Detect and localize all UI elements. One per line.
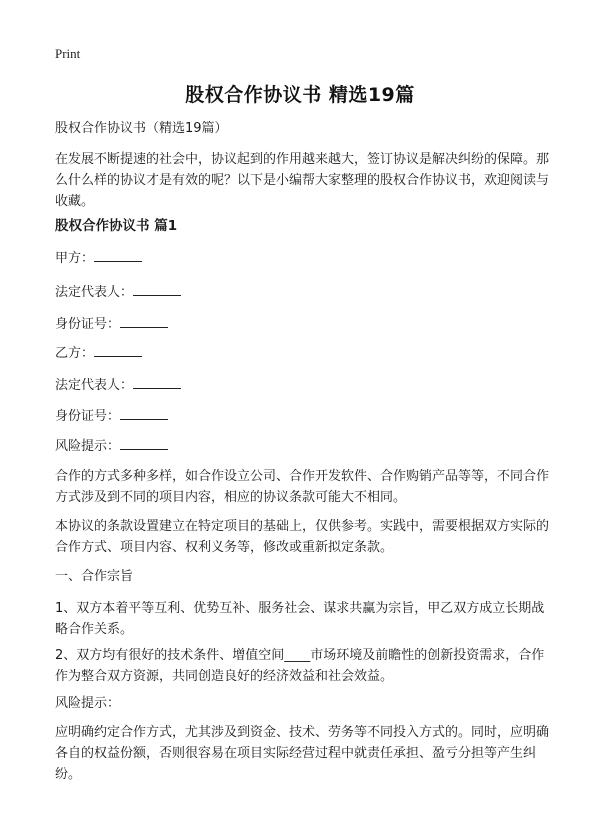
risk-heading: 风险提示： <box>55 696 121 711</box>
field-id-number-b <box>55 406 555 427</box>
blank-line <box>133 283 181 296</box>
intro-paragraph: 在发展不断提速的社会中，协议起到的作用越来越大，签订协议是解决纠纷的保障。那么什么样的协议才是有效的呢？以下是小编帮大家整理的股权合作协议书，欢迎阅读与收藏。 <box>55 152 550 209</box>
paragraph-cooperation-methods: 合作的方式多种多样，如合作设立公司、合作开发软件、合作购销产品等等，不同合作方式涉及到不同的项目内容，相应的协议条款可能大不相同。 <box>55 469 550 505</box>
blank-line <box>120 407 168 420</box>
paragraph-risk-note: 应明确约定合作方式，尤其涉及到资金、技术、劳务等不同投入方式的。同时，应明确各自的权益份额，否则很容易在项目实际经营过程中就责任承担、盈亏分担等产生纠纷。 <box>55 725 550 782</box>
field-party-b <box>55 343 555 364</box>
blank-line <box>94 344 142 357</box>
field-legal-rep-b <box>55 375 555 396</box>
field-label: 法定代表人： <box>55 378 134 393</box>
blank-line <box>94 249 142 262</box>
blank-line <box>120 315 168 328</box>
field-label: 风险提示： <box>55 439 121 454</box>
document-subtitle: 股权合作协议书（精选19篇） <box>55 121 228 136</box>
field-legal-rep-a <box>55 282 555 303</box>
paragraph-purpose-2: 2、双方均有很好的技术条件、增值空间____市场环境及前瞻性的创新投资需求，合作作为整合双方资源，共同创造良好的经济效益和社会效益。 <box>55 648 545 684</box>
field-party-a <box>55 248 555 269</box>
section-heading: 股权合作协议书 篇1 <box>55 218 178 234</box>
blank-line <box>133 376 181 389</box>
field-id-number-a <box>55 314 555 335</box>
field-label: 法定代表人： <box>55 285 134 300</box>
field-label: 乙方： <box>55 346 95 361</box>
paragraph-terms-note: 本协议的条款设置建立在特定项目的基础上，仅供参考。实践中，需要根据双方实际的合作方式、项目内容、权利义务等，修改或重新拟定条款。 <box>55 519 550 555</box>
field-label: 身份证号： <box>55 317 121 332</box>
paragraph-purpose-1: 1、双方本着平等互利、优势互补、服务社会、谋求共赢为宗旨，甲乙双方成立长期战略合作关系。 <box>55 601 545 637</box>
field-risk-note <box>55 436 555 457</box>
field-label: 身份证号： <box>55 409 121 424</box>
print-link[interactable]: Print <box>55 46 81 61</box>
field-label: 甲方： <box>55 251 95 266</box>
blank-line <box>120 437 168 450</box>
document-title: 股权合作协议书 精选19篇 <box>185 84 415 106</box>
section-cooperation-purpose: 一、合作宗旨 <box>55 569 134 584</box>
